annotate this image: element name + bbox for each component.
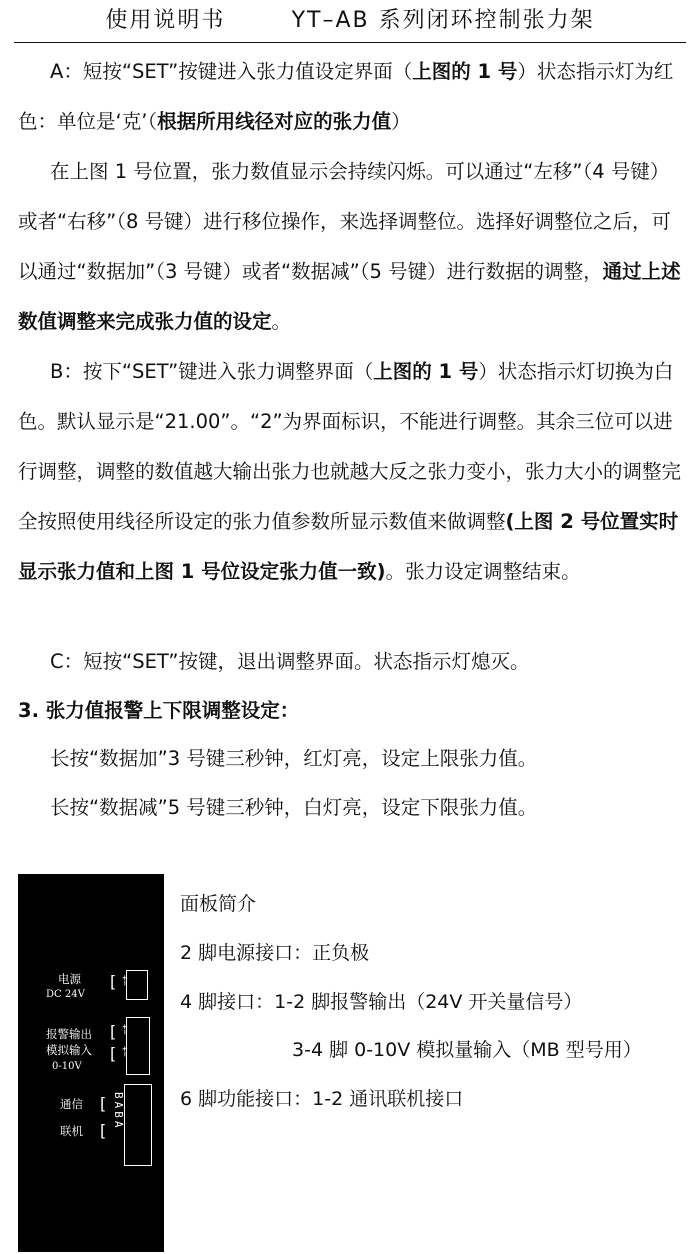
- comm-pins: BABA: [112, 1092, 125, 1131]
- alarm-pins-bottom: +−: [119, 1046, 129, 1057]
- section-b-paragraph: [18, 347, 682, 597]
- text-run: ）状态指示灯为红色：单位是‘克’（: [18, 60, 674, 133]
- text-run: ）状态指示灯切换为白色。默认显示是“21.00”。“2”为界面标识，不能进行调整。其余三位可以进行调整，调整的数值越大输出张力也就越大反之张力变小，张力大小的调整完全按照使用线径所设定的张力值参数所显示数值来做调整: [18, 360, 682, 533]
- analog-input-label: 模拟输入: [46, 1043, 92, 1057]
- power-pins: +−: [119, 975, 129, 986]
- bold-run: 通过上述数值调整来完成张力值的设定: [18, 260, 681, 333]
- power-label: 电源: [58, 972, 81, 986]
- text-run: ）: [391, 110, 411, 133]
- text-run: 。: [271, 310, 292, 333]
- text-run: 。张力设定调整结束。: [385, 560, 581, 583]
- header-product-title: YT–AB 系列闭环控制张力架: [291, 8, 595, 33]
- link-label: 联机: [60, 1124, 83, 1138]
- comm-bracket-bottom: [: [100, 1121, 107, 1140]
- bold-run: 上图的 1 号: [412, 60, 518, 83]
- power-voltage-label: DC 24V: [46, 989, 85, 1000]
- section-a-details: [18, 147, 682, 347]
- analog-range-label: 0-10V: [52, 1061, 82, 1072]
- comm-label: 通信: [60, 1097, 83, 1111]
- panel-diagram: [18, 874, 164, 1252]
- upper-limit-instruction: 长按“数据加”3 号键三秒钟，红灯亮，设定上限张力值。: [50, 747, 538, 770]
- panel-intro-power: 2 脚电源接口：正负极: [180, 942, 370, 964]
- bold-run: 根据所用线径对应的张力值: [157, 110, 392, 133]
- text-run: A：短按“SET”按键进入张力值设定界面（: [50, 60, 413, 83]
- page-header: [14, 0, 686, 43]
- section-a-intro: [18, 47, 682, 147]
- bold-run: (上图 2 号位置实时显示张力值和上图 1 号位设定张力值一致): [18, 510, 679, 583]
- section-3-heading: 3. 张力值报警上下限调整设定：: [18, 699, 300, 722]
- comm-connector: [124, 1084, 152, 1166]
- header-manual-label: 使用说明书: [105, 8, 226, 33]
- alarm-connector: [126, 1017, 150, 1075]
- alarm-output-label: 报警输出: [46, 1027, 92, 1041]
- panel-intro-analog: 3-4 脚 0-10V 模拟量输入（MB 型号用）: [292, 1039, 642, 1061]
- panel-intro-alarm: 4 脚接口：1-2 脚报警输出（24V 开关量信号）: [180, 991, 583, 1013]
- section-c-paragraph: C：短按“SET”按键，退出调整界面。状态指示灯熄灭。: [50, 650, 530, 673]
- bold-run: 上图的 1 号: [373, 360, 479, 383]
- text-run: 在上图 1 号位置，张力数值显示会持续闪烁。可以通过“左移”（4 号键）或者“右移”（8 号键）进行移位操作，来选择调整位。选择好调整位之后，可以通过“数据加”（3 号键）或者“数据减”（5 号键）进行数据的调整，: [18, 160, 672, 283]
- alarm-pins-top: +−: [119, 1024, 129, 1035]
- alarm-bracket-top: [: [110, 1022, 117, 1041]
- panel-intro-title: 面板简介: [180, 893, 257, 915]
- text-run: B：按下“SET”键进入张力调整界面（: [50, 360, 374, 383]
- lower-limit-instruction: 长按“数据减”5 号键三秒钟，白灯亮，设定下限张力值。: [50, 796, 538, 819]
- panel-intro-comm: 6 脚功能接口：1-2 通讯联机接口: [180, 1088, 464, 1110]
- power-bracket: [: [110, 972, 117, 991]
- power-connector: [126, 970, 148, 1000]
- comm-bracket-top: [: [100, 1094, 107, 1113]
- alarm-bracket-bottom: [: [110, 1044, 117, 1063]
